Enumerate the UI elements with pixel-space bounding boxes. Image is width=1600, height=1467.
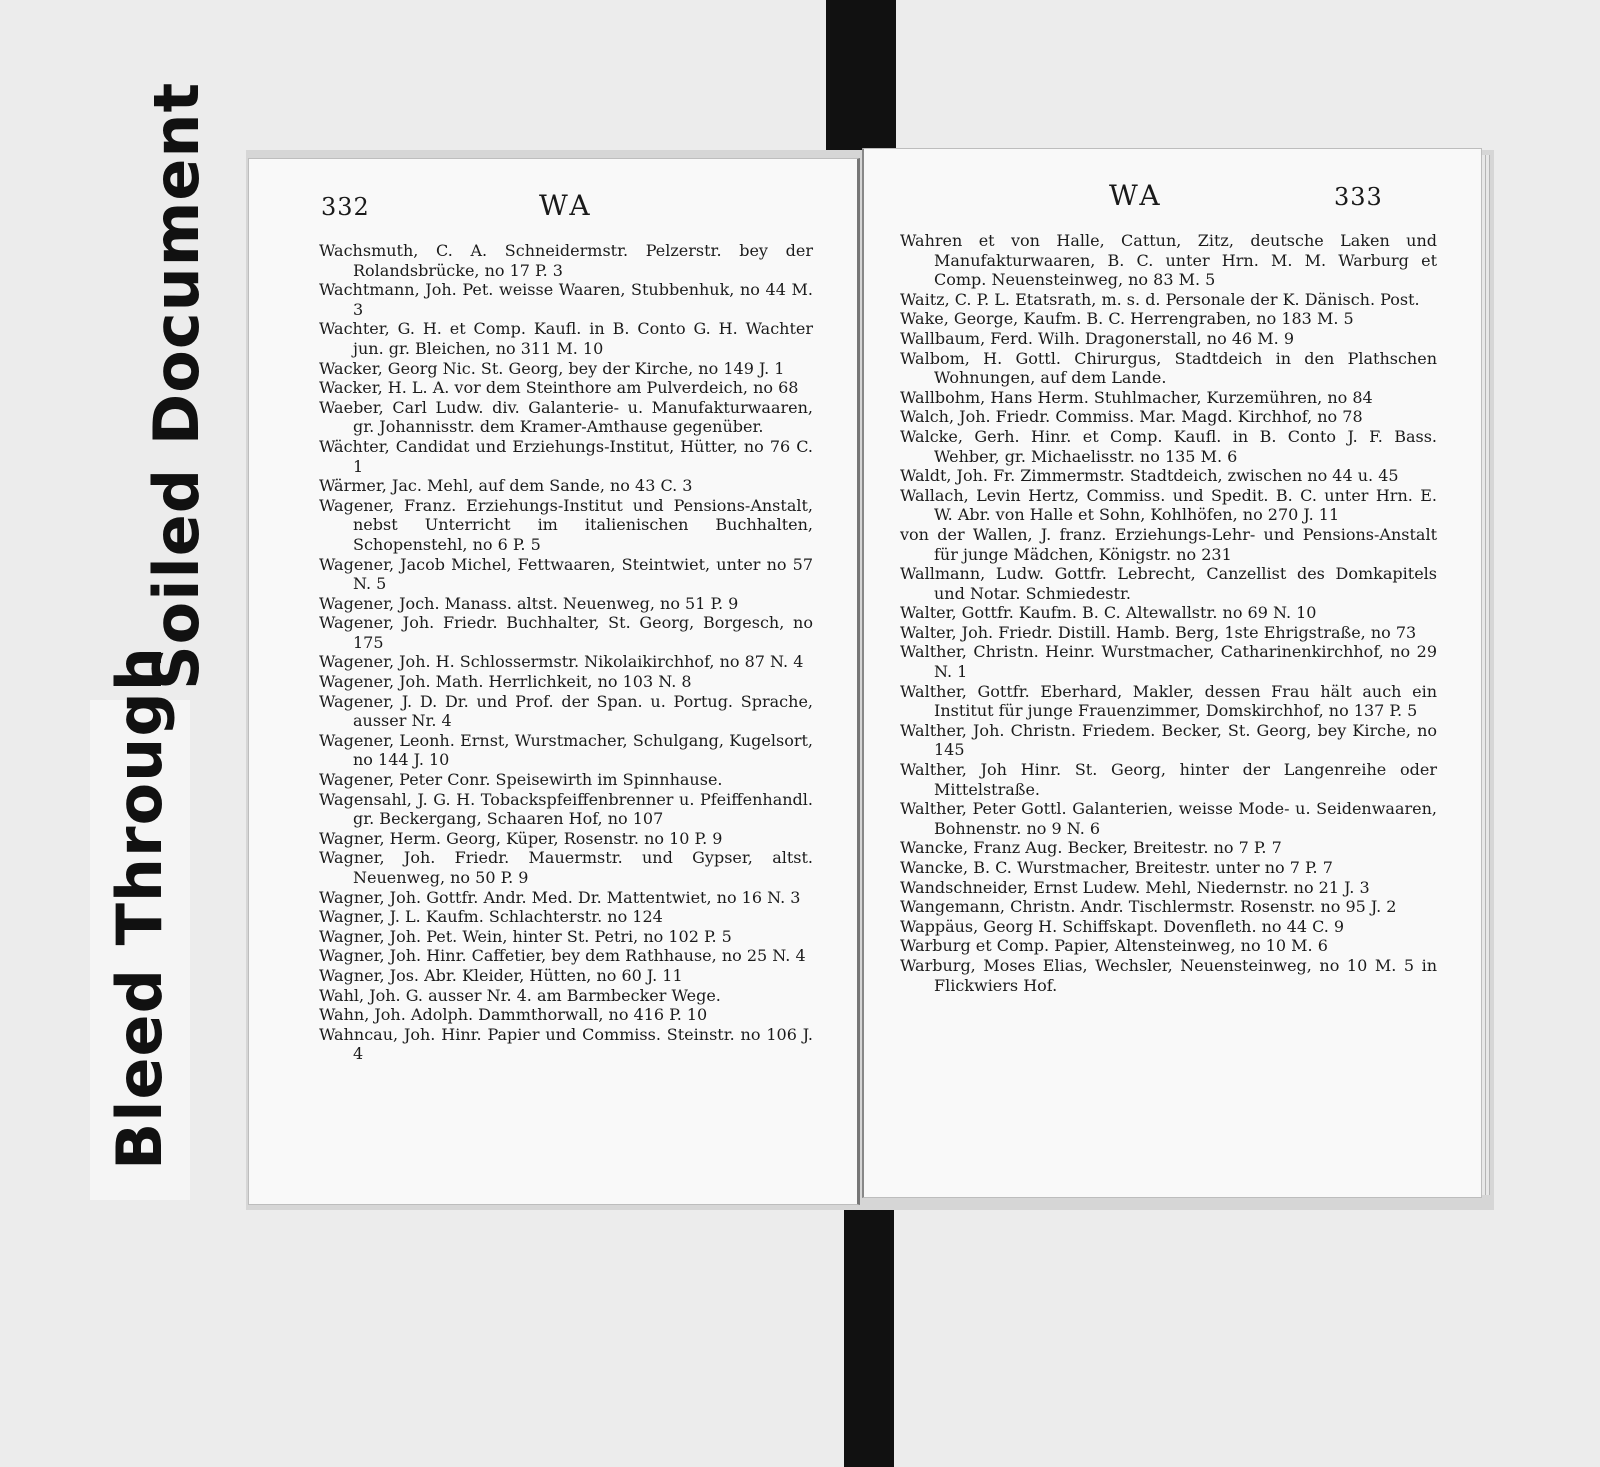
directory-entry: Wagener, Franz. Erziehungs-Institut und Pensions-Anstalt, nebst Unterricht im italienischen Buchhalten, Schopenstehl, no 6 P. 5 bbox=[319, 495, 813, 554]
directory-entry: Wagener, Peter Conr. Speisewirth im Spinnhause. bbox=[319, 770, 723, 790]
directory-entry: Wächter, Candidat und Erziehungs-Institut, Hütter, no 76 C. 1 bbox=[319, 436, 813, 476]
directory-entry: Wancke, Franz Aug. Becker, Breitestr. no 7 P. 7 bbox=[900, 838, 1282, 858]
directory-entry: Waitz, C. P. L. Etatsrath, m. s. d. Personale der K. Dänisch. Post. bbox=[900, 289, 1420, 309]
directory-entry: Wachsmuth, C. A. Schneidermstr. Pelzerstr. bey der Rolandsbrücke, no 17 P. 3 bbox=[319, 241, 813, 280]
directory-entry: Wagener, Joh. H. Schlossermstr. Nikolaikirchhof, no 87 N. 4 bbox=[319, 652, 804, 672]
left-entry-list bbox=[249, 241, 857, 1064]
directory-entry: Wagener, J. D. Dr. und Prof. der Span. u. Portug. Sprache, ausser Nr. 4 bbox=[319, 691, 813, 731]
directory-entry: Wagner, Joh. Hinr. Caffetier, bey dem Rathhause, no 25 N. 4 bbox=[319, 946, 806, 966]
left-running-head: WA bbox=[539, 189, 593, 222]
directory-entry: Wahncau, Joh. Hinr. Papier und Commiss. Steinstr. no 106 J. 4 bbox=[319, 1024, 813, 1064]
directory-entry: Wagensahl, J. G. H. Tobackspfeiffenbrenner u. Pfeiffenhandl. gr. Beckergang, Schaaren Hof, no 107 bbox=[319, 789, 813, 829]
directory-entry: Wagner, Joh. Friedr. Mauermstr. und Gypser, altst. Neuenweg, no 50 P. 9 bbox=[319, 848, 813, 887]
soiled-document-label: Soiled Document bbox=[140, 81, 213, 690]
directory-entry: Walch, Joh. Friedr. Commiss. Mar. Magd. Kirchhof, no 78 bbox=[900, 407, 1363, 427]
directory-entry: Wagener, Joh. Math. Herrlichkeit, no 103 N. 8 bbox=[319, 672, 692, 692]
directory-entry: Wahl, Joh. G. ausser Nr. 4. am Barmbecker Wege. bbox=[319, 985, 721, 1005]
directory-entry: Wagener, Jacob Michel, Fettwaaren, Steintwiet, unter no 57 N. 5 bbox=[319, 554, 813, 594]
directory-entry: Walter, Gottfr. Kaufm. B. C. Altewallstr. no 69 N. 10 bbox=[900, 603, 1317, 623]
directory-entry: Wandschneider, Ernst Ludew. Mehl, Niedernstr. no 21 J. 3 bbox=[900, 877, 1370, 897]
right-page bbox=[862, 148, 1482, 1198]
directory-entry: Waldt, Joh. Fr. Zimmermstr. Stadtdeich, zwischen no 44 u. 45 bbox=[900, 466, 1399, 486]
directory-entry: Wallach, Levin Hertz, Commiss. und Spedit. B. C. unter Hrn. E. W. Abr. von Halle et Sohn, Kohlhöfen, no 270 J. 11 bbox=[900, 485, 1437, 525]
directory-entry: Wagner, Joh. Gottfr. Andr. Med. Dr. Mattentwiet, no 16 N. 3 bbox=[319, 887, 801, 907]
directory-entry: Wagner, Joh. Pet. Wein, hinter St. Petri, no 102 P. 5 bbox=[319, 926, 732, 946]
directory-entry: Wachter, G. H. et Comp. Kaufl. in B. Conto G. H. Wachter jun. gr. Bleichen, no 311 M. 10 bbox=[319, 319, 813, 358]
directory-entry: Wahn, Joh. Adolph. Dammthorwall, no 416 P. 10 bbox=[319, 1005, 708, 1025]
directory-entry: Walther, Joh. Christn. Friedem. Becker, St. Georg, bey Kirche, no 145 bbox=[900, 720, 1437, 760]
binding-strip-top bbox=[826, 0, 896, 172]
directory-entry: Wallbaum, Ferd. Wilh. Dragonerstall, no 46 M. 9 bbox=[900, 328, 1294, 348]
directory-entry: Waeber, Carl Ludw. div. Galanterie- u. Manufakturwaaren, gr. Johannisstr. dem Kramer-Amthause gegenüber. bbox=[319, 397, 813, 437]
directory-entry: Walcke, Gerh. Hinr. et Comp. Kaufl. in B. Conto J. F. Bass. Wehber, gr. Michaelisstr. no 135 M. 6 bbox=[900, 426, 1437, 466]
directory-entry: Walther, Joh Hinr. St. Georg, hinter der Langenreihe oder Mittelstraße. bbox=[900, 760, 1437, 799]
directory-entry: Wancke, B. C. Wurstmacher, Breitestr. unter no 7 P. 7 bbox=[900, 858, 1333, 877]
directory-entry: Wangemann, Christn. Andr. Tischlermstr. Rosenstr. no 95 J. 2 bbox=[900, 897, 1397, 917]
left-page-number: 332 bbox=[321, 193, 370, 221]
directory-entry: Walter, Joh. Friedr. Distill. Hamb. Berg, 1ste Ehrigstraße, no 73 bbox=[900, 622, 1417, 642]
directory-entry: Walbom, H. Gottl. Chirurgus, Stadtdeich in den Plathschen Wohnungen, auf dem Lande. bbox=[900, 348, 1437, 388]
right-page-header bbox=[864, 179, 1481, 219]
left-page-header bbox=[249, 189, 857, 229]
directory-entry: Wagener, Joh. Friedr. Buchhalter, St. Georg, Borgesch, no 175 bbox=[319, 613, 813, 652]
directory-entry: Walther, Christn. Heinr. Wurstmacher, Catharinenkirchhof, no 29 N. 1 bbox=[900, 642, 1437, 682]
directory-entry: Wappäus, Georg H. Schiffskapt. Dovenfleth. no 44 C. 9 bbox=[900, 916, 1345, 936]
directory-entry: Wahren et von Halle, Cattun, Zitz, deutsche Laken und Manufakturwaaren, B. C. unter Hrn. M. M. Warburg et Comp. Neuensteinweg, no 83 M. 5 bbox=[900, 231, 1437, 290]
directory-entry: Walther, Peter Gottl. Galanterien, weisse Mode- u. Seidenwaaren, Bohnenstr. no 9 N. 6 bbox=[900, 799, 1437, 838]
directory-entry: Wagner, J. L. Kaufm. Schlachterstr. no 124 bbox=[319, 907, 663, 927]
directory-entry: Warburg et Comp. Papier, Altensteinweg, no 10 M. 6 bbox=[900, 936, 1328, 956]
directory-entry: Wachtmann, Joh. Pet. weisse Waaren, Stubbenhuk, no 44 M. 3 bbox=[319, 280, 813, 319]
directory-entry: Wagner, Herm. Georg, Küper, Rosenstr. no 10 P. 9 bbox=[319, 828, 723, 848]
directory-entry: Wake, George, Kaufm. B. C. Herrengraben, no 183 M. 5 bbox=[900, 309, 1354, 329]
directory-entry: Wagner, Jos. Abr. Kleider, Hütten, no 60 J. 11 bbox=[319, 965, 683, 985]
binding-strip-bottom bbox=[844, 1205, 894, 1467]
directory-entry: Wagener, Joch. Manass. altst. Neuenweg, no 51 P. 9 bbox=[319, 593, 739, 613]
directory-entry: Wacker, H. L. A. vor dem Steinthore am Pulverdeich, no 68 bbox=[319, 378, 799, 398]
directory-entry: Warburg, Moses Elias, Wechsler, Neuensteinweg, no 10 M. 5 in Flickwiers Hof. bbox=[900, 955, 1437, 995]
directory-entry: Wallmann, Ludw. Gottfr. Lebrecht, Canzellist des Domkapitels und Notar. Schmiedestr. bbox=[900, 564, 1437, 603]
right-running-head: WA bbox=[1109, 179, 1163, 212]
left-page bbox=[248, 158, 860, 1205]
right-entry-list bbox=[864, 231, 1481, 995]
directory-entry: Wagener, Leonh. Ernst, Wurstmacher, Schulgang, Kugelsort, no 144 J. 10 bbox=[319, 730, 813, 770]
directory-entry: Wärmer, Jac. Mehl, auf dem Sande, no 43 C. 3 bbox=[319, 476, 693, 496]
bleed-through-label: Bleed Through bbox=[103, 646, 176, 1170]
directory-entry: Walther, Gottfr. Eberhard, Makler, dessen Frau hält auch ein Institut für junge Frauenzimmer, Domskirchhof, no 137 P. 5 bbox=[900, 681, 1437, 721]
directory-entry: von der Wallen, J. franz. Erziehungs-Lehr- und Pensions-Anstalt für junge Mädchen, Königstr. no 231 bbox=[900, 524, 1437, 564]
right-page-number: 333 bbox=[1334, 183, 1383, 211]
directory-entry: Wallbohm, Hans Herm. Stuhlmacher, Kurzemühren, no 84 bbox=[900, 387, 1373, 407]
directory-entry: Wacker, Georg Nic. St. Georg, bey der Kirche, no 149 J. 1 bbox=[319, 358, 785, 378]
